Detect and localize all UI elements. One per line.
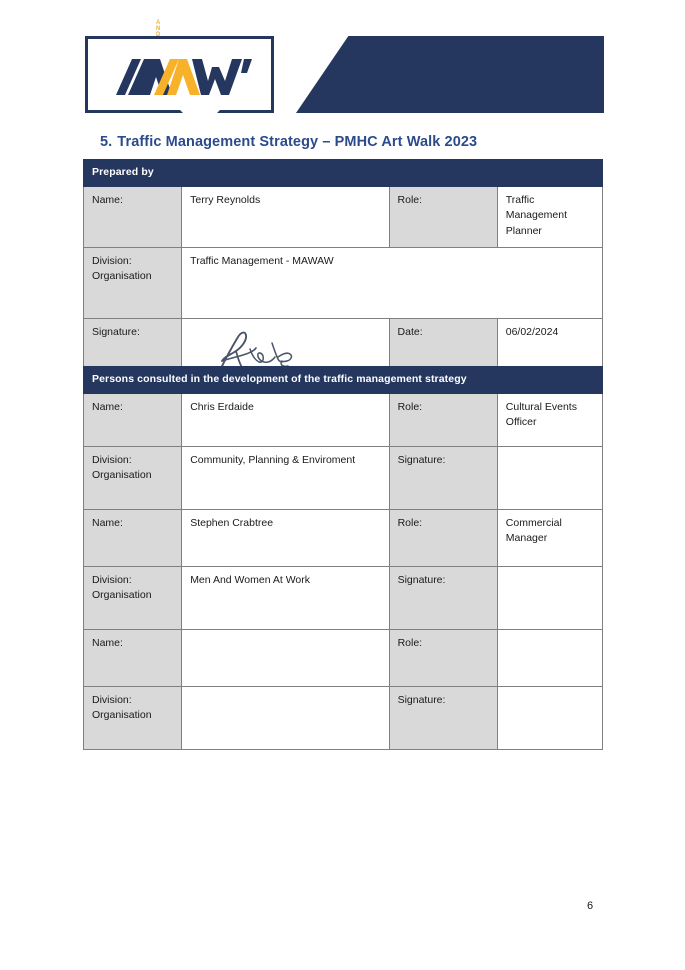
role-value[interactable]: Commercial Manager — [497, 510, 602, 567]
role-label: Role: — [389, 187, 497, 248]
table-row — [84, 447, 603, 510]
role-label: Role: — [389, 394, 497, 447]
table-row — [84, 630, 603, 687]
name-label: Name: — [84, 510, 182, 567]
division-value[interactable] — [182, 687, 389, 750]
signature-value[interactable] — [497, 447, 602, 510]
table-row — [84, 510, 603, 567]
name-value[interactable]: Stephen Crabtree — [182, 510, 389, 567]
division-value[interactable]: Men And Women At Work — [182, 567, 389, 630]
page-number: 6 — [586, 900, 594, 912]
role-label: Role: — [389, 630, 497, 687]
name-label: Name: — [84, 630, 182, 687]
signature-label: Signature: — [389, 447, 497, 510]
role-value[interactable] — [497, 630, 602, 687]
date-label: Date: — [389, 319, 497, 394]
division-label: Division: Organisation — [84, 248, 182, 319]
brand-men: MEN — [110, 17, 155, 38]
role-value[interactable]: Traffic Management Planner — [497, 187, 602, 248]
signature-label: Signature: — [389, 567, 497, 630]
name-value[interactable]: Terry Reynolds — [182, 187, 389, 248]
page-title — [100, 134, 620, 150]
signature-value[interactable] — [497, 687, 602, 750]
consulted-band-row — [84, 367, 603, 394]
brand-banner — [296, 36, 604, 113]
brand-banner-text — [0, 0, 308, 77]
name-label: Name: — [84, 394, 182, 447]
table-row — [84, 394, 603, 447]
division-label: Division: Organisation — [84, 687, 182, 750]
table-row — [84, 567, 603, 630]
name-value[interactable] — [182, 630, 389, 687]
page-title-text: Traffic Management Strategy – PMHC Art Walk 2023 — [117, 134, 478, 150]
date-value[interactable]: 06/02/2024 — [497, 319, 602, 394]
role-label: Role: — [389, 510, 497, 567]
prepared-by-table — [83, 159, 603, 394]
name-value[interactable]: Chris Erdaide — [182, 394, 389, 447]
role-value[interactable]: Cultural Events Officer — [497, 394, 602, 447]
table-row — [84, 187, 603, 248]
table-row — [84, 248, 603, 319]
signature-label: Signature: — [84, 319, 182, 394]
signature-value[interactable] — [497, 567, 602, 630]
division-label: Division: Organisation — [84, 447, 182, 510]
prepared-by-band-label: Prepared by — [84, 160, 603, 187]
division-value[interactable]: Community, Planning & Enviroment — [182, 447, 389, 510]
division-value[interactable]: Traffic Management - MAWAW — [182, 248, 603, 319]
division-label: Division: Organisation — [84, 567, 182, 630]
consulted-band-label: Persons consulted in the development of the traffic management strategy — [84, 367, 603, 394]
name-label: Name: — [84, 187, 182, 248]
brand-women: WOMEN — [162, 17, 240, 38]
brand-and: AND — [155, 19, 162, 38]
page-title-number: 5. — [100, 134, 113, 150]
table-row — [84, 687, 603, 750]
page-header — [0, 0, 685, 125]
persons-consulted-table — [83, 366, 603, 750]
signature-label: Signature: — [389, 687, 497, 750]
prepared-by-band-row — [84, 160, 603, 187]
brand-at-work: AT WORK — [125, 39, 225, 60]
